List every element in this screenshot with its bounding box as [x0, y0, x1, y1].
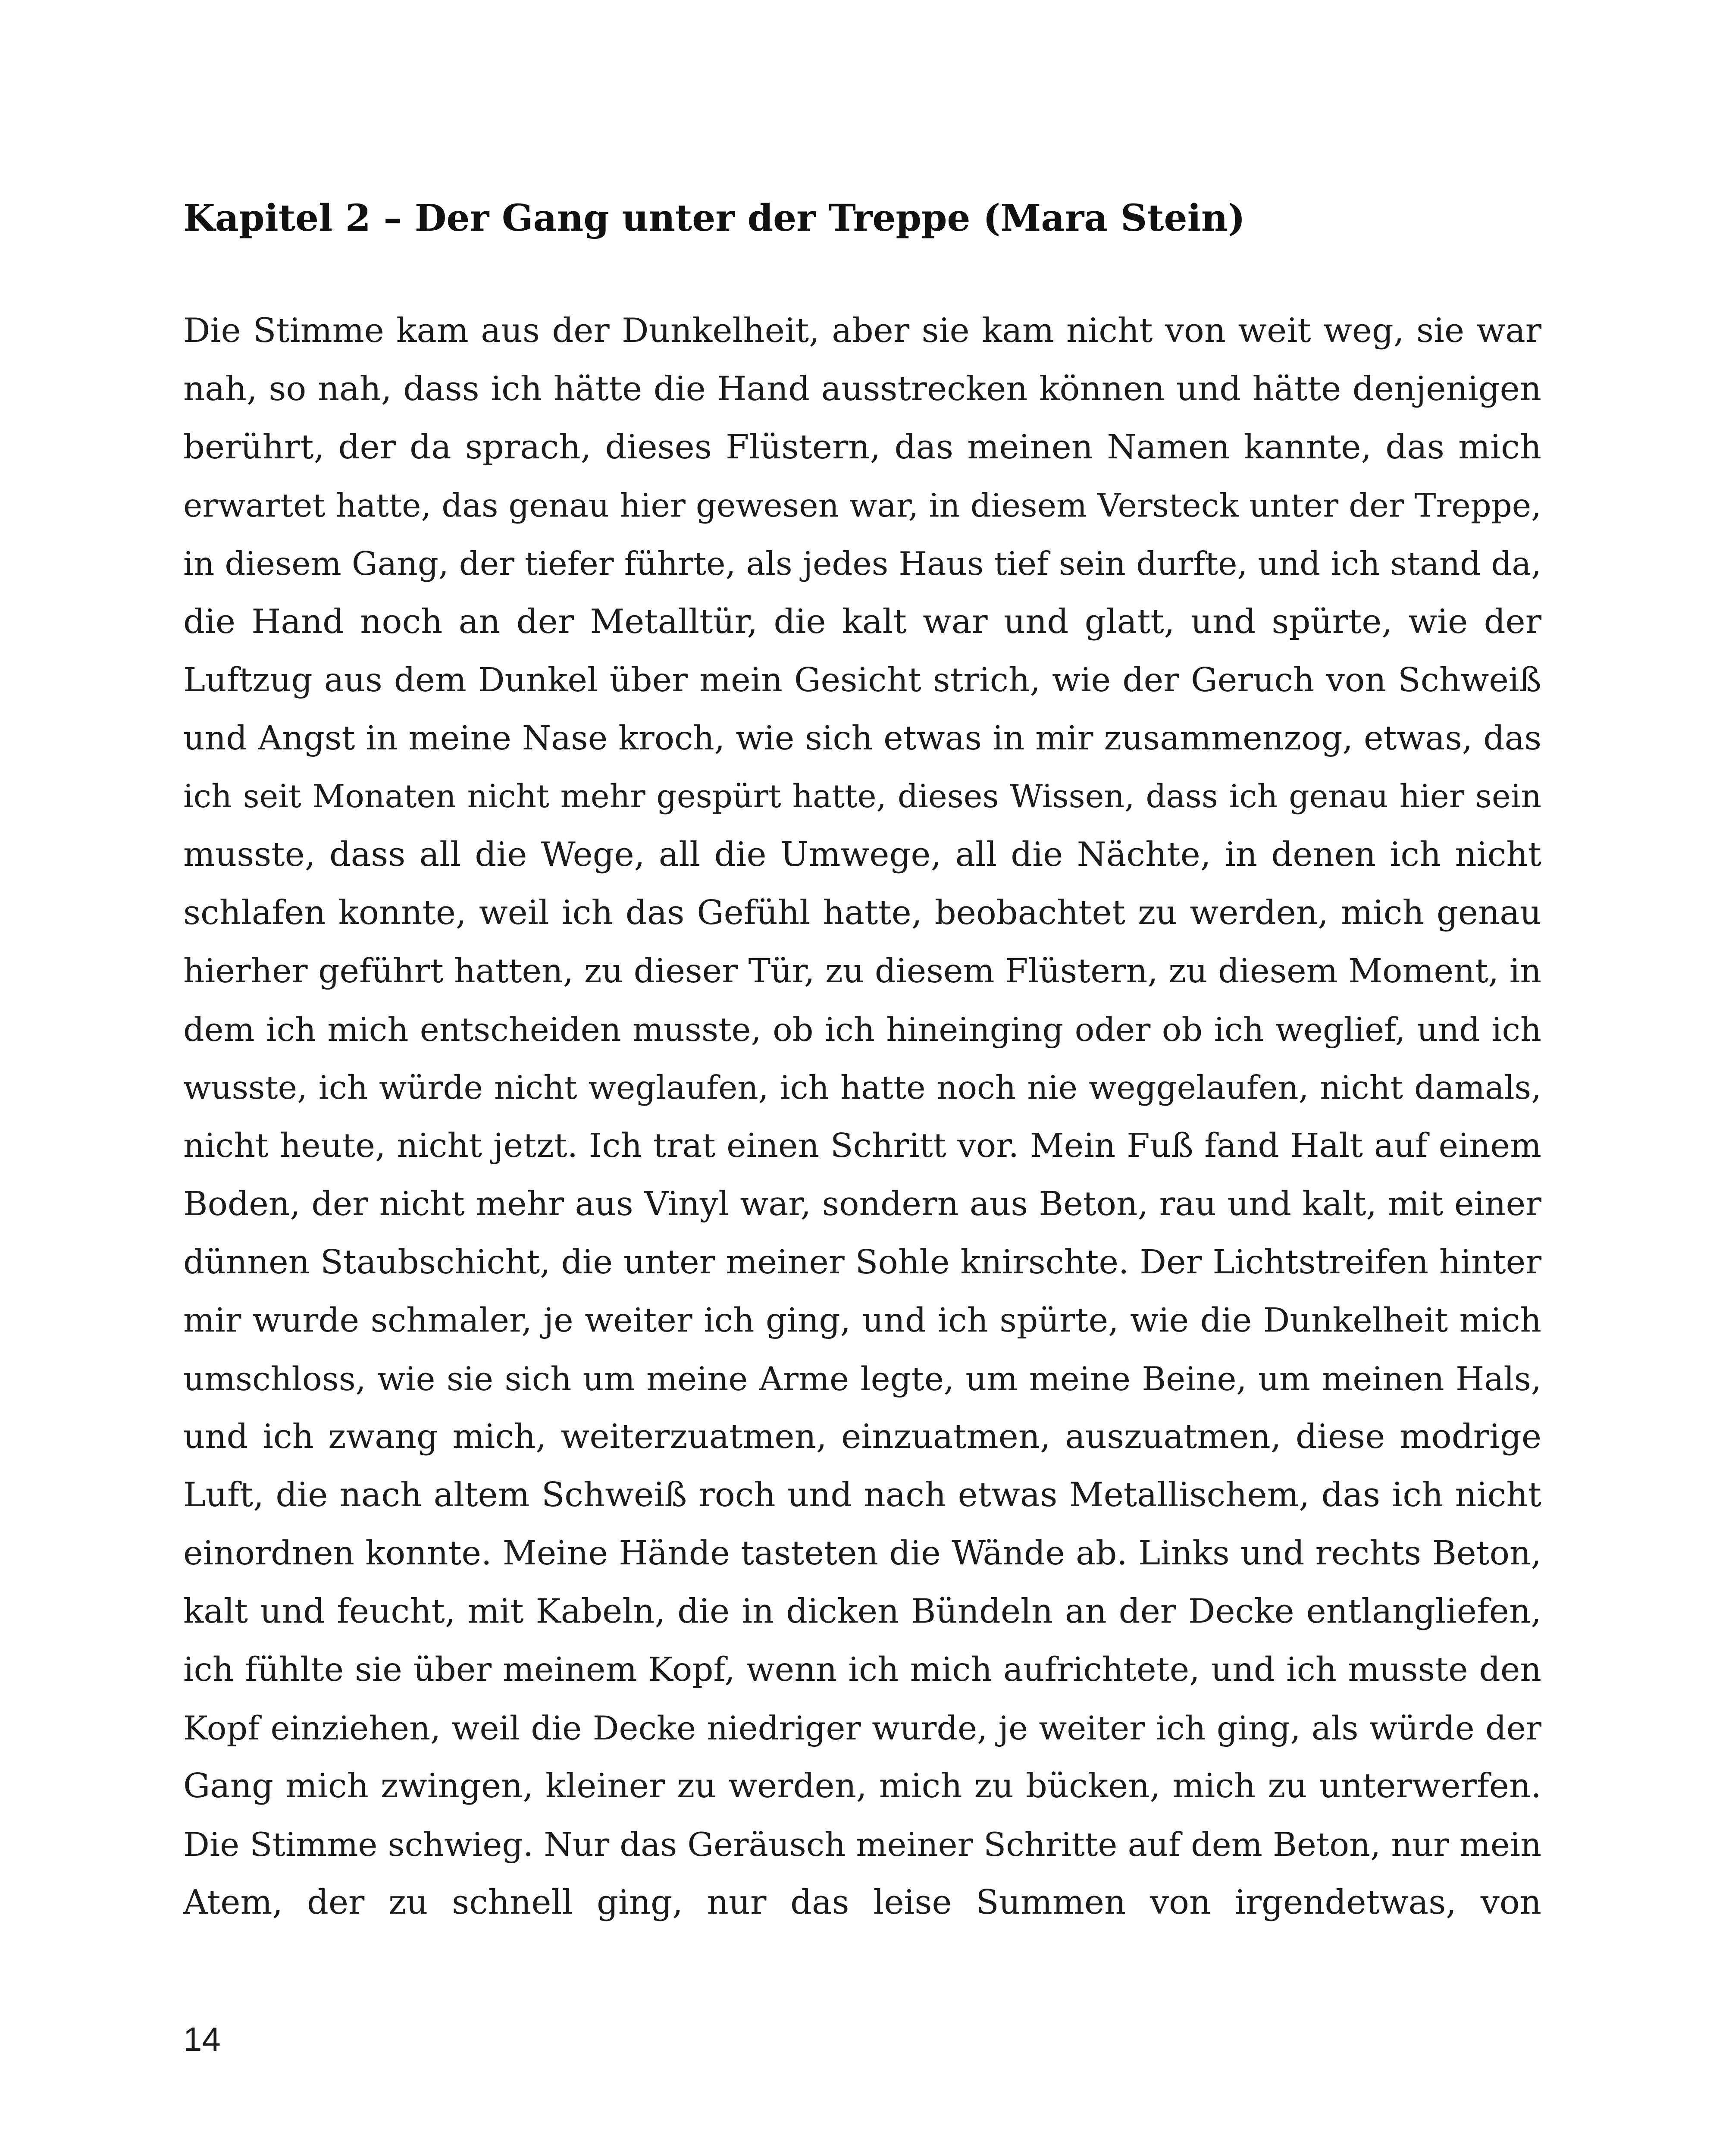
body-line: dünnen Staubschicht, die unter meiner Sohle knirschte. Der Lichtstreifen hinter	[183, 1243, 1541, 1282]
body-line: kalt und feucht, mit Kabeln, die in dicken Bündeln an der Decke entlangliefen,	[183, 1592, 1541, 1631]
body-line: Luft, die nach altem Schweiß roch und nach etwas Metallischem, das ich nicht	[183, 1476, 1541, 1514]
body-line: umschloss, wie sie sich um meine Arme legte, um meine Beine, um meinen Hals,	[183, 1360, 1541, 1398]
body-line: schlafen konnte, weil ich das Gefühl hatte, beobachtet zu werden, mich genau	[183, 893, 1541, 932]
body-text	[183, 302, 1541, 1932]
body-line: die Hand noch an der Metalltür, die kalt war und glatt, und spürte, wie der	[183, 602, 1541, 641]
page-number: 14	[183, 2020, 221, 2058]
body-line: und ich zwang mich, weiterzuatmen, einzuatmen, auszuatmen, diese modrige	[183, 1417, 1541, 1456]
body-line: Die Stimme kam aus der Dunkelheit, aber sie kam nicht von weit weg, sie war	[183, 311, 1541, 350]
body-line: in diesem Gang, der tiefer führte, als jedes Haus tief sein durfte, und ich stand da,	[183, 545, 1541, 583]
body-line: mir wurde schmaler, je weiter ich ging, und ich spürte, wie die Dunkelheit mich	[183, 1301, 1541, 1340]
body-line: dem ich mich entscheiden musste, ob ich hineinging oder ob ich weglief, und ich	[183, 1010, 1541, 1049]
body-line: Kopf einziehen, weil die Decke niedriger wurde, je weiter ich ging, als würde der	[183, 1709, 1541, 1747]
body-line: berührt, der da sprach, dieses Flüstern, das meinen Namen kannte, das mich	[183, 428, 1541, 467]
body-line: nicht heute, nicht jetzt. Ich trat einen Schritt vor. Mein Fuß fand Halt auf einem	[183, 1127, 1541, 1165]
body-line: einordnen konnte. Meine Hände tasteten die Wände ab. Links und rechts Beton,	[183, 1534, 1541, 1573]
body-line: ich seit Monaten nicht mehr gespürt hatte, dieses Wissen, dass ich genau hier sein	[183, 778, 1541, 815]
body-line: Luftzug aus dem Dunkel über mein Gesicht strich, wie der Geruch von Schweiß	[183, 661, 1541, 699]
chapter-title: Kapitel 2 – Der Gang unter der Treppe (Mara Stein)	[183, 197, 1245, 240]
body-line: Gang mich zwingen, kleiner zu werden, mich zu bücken, mich zu unterwerfen.	[183, 1767, 1541, 1805]
body-line: musste, dass all die Wege, all die Umwege, all die Nächte, in denen ich nicht	[183, 835, 1541, 874]
body-line: Atem, der zu schnell ging, nur das leise Summen von irgendetwas, von	[183, 1883, 1541, 1922]
body-line: erwartet hatte, das genau hier gewesen war, in diesem Versteck unter der Treppe,	[183, 486, 1541, 524]
body-line: Boden, der nicht mehr aus Vinyl war, sondern aus Beton, rau und kalt, mit einer	[183, 1185, 1541, 1223]
body-line: Die Stimme schwieg. Nur das Geräusch meiner Schritte auf dem Beton, nur mein	[183, 1825, 1542, 1864]
body-line: nah, so nah, dass ich hätte die Hand ausstrecken können und hätte denjenigen	[183, 370, 1541, 408]
body-line: hierher geführt hatten, zu dieser Tür, zu diesem Flüstern, zu diesem Moment, in	[183, 952, 1541, 990]
body-line: ich fühlte sie über meinem Kopf, wenn ich mich aufrichtete, und ich musste den	[183, 1651, 1541, 1689]
body-line: und Angst in meine Nase kroch, wie sich etwas in mir zusammenzog, etwas, das	[183, 719, 1541, 758]
body-line: wusste, ich würde nicht weglaufen, ich hatte noch nie weggelaufen, nicht damals,	[183, 1069, 1541, 1106]
